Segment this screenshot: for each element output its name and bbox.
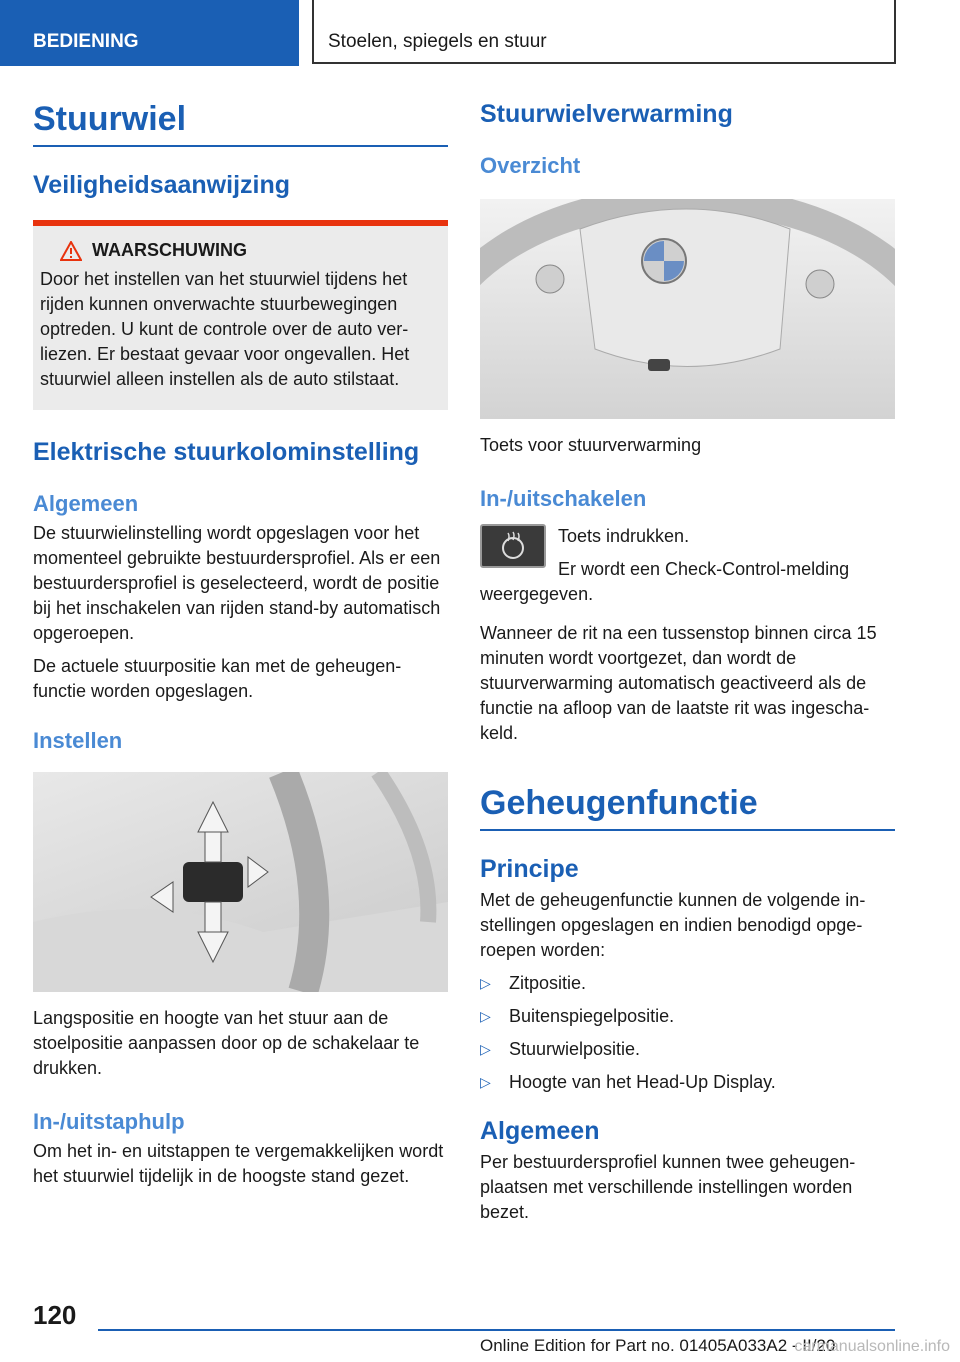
footer-divider [98, 1329, 895, 1331]
section-tab: BEDIENING [0, 0, 299, 66]
paragraph-general-1: De stuurwielinstelling wordt opgeslagen voor het momenteel gebruikte bestuurdersprofiel. Als er een bestuurdersprofiel is geselecteerd, wordt de positie bij het inschakelen van rijden stand-by automatisch opgeroepen. [33, 523, 441, 643]
paragraph-principle: Met de geheugenfunctie kunnen de volgende instellingen opgeslagen en indien benodigd opgeroepen worden: [480, 890, 866, 960]
paragraph-general-2: De actuele stuurpositie kan met de geheugenfunctie worden opgeslagen. [33, 656, 402, 701]
heading-general-memory: Algemeen [480, 1117, 600, 1145]
heading-on-off: In-/uitschakelen [480, 486, 647, 511]
warning-text: Door het instellen van het stuurwiel tijdens het rijden kunnen onverwachte stuurbewegingen optreden. U kunt de controle over de auto verliezen. Er bestaat gevaar voor ongevallen. Het stuurwiel alleen instellen als de auto stilstaat. [40, 269, 410, 389]
right-column [480, 100, 895, 1225]
warning-triangle-icon [60, 241, 82, 261]
list-item: ▷ Buitenspiegelpositie. [480, 1004, 895, 1029]
steering-wheel-image [480, 199, 895, 419]
watermark: carmanualsonline.info [794, 1338, 950, 1355]
list-marker-icon: ▷ [480, 1008, 491, 1024]
list-marker-icon: ▷ [480, 1041, 491, 1057]
chapter-title: Stoelen, spiegels en stuur [312, 0, 896, 64]
list-item: ▷ Zitpositie. [480, 971, 895, 996]
steering-wheel-illustration [480, 199, 895, 419]
warning-header [60, 240, 441, 261]
heading-entry-aid: In-/uitstaphulp [33, 1109, 185, 1134]
list-item: ▷ Stuurwielpositie. [480, 1037, 895, 1062]
footer-edition: Online Edition for Part no. 01405A033A2 - II/20 [480, 1336, 836, 1355]
heading-safety: Veiligheidsaanwijzing [33, 171, 291, 199]
caption-adjust: Langspositie en hoogte van het stuur aan de stoelpositie aanpassen door op de schakelaar te drukken. [33, 1008, 420, 1078]
heating-button-icon [480, 524, 546, 568]
heading-steering-wheel: Stuurwiel [33, 100, 448, 147]
heading-principle: Principe [480, 855, 579, 883]
list-item: ▷ Hoogte van het Head-Up Display. [480, 1070, 895, 1095]
page-number: 120 [33, 1300, 77, 1330]
paragraph-press-button: Toets indrukken. [558, 526, 690, 546]
page-header [0, 0, 960, 66]
steering-adjust-image [33, 772, 448, 992]
paragraph-general-memory: Per bestuurdersprofiel kunnen twee geheugenplaatsen met verschillende instellingen worden bezet. [480, 1152, 856, 1222]
paragraph-auto-activation: Wanneer de rit na een tussenstop binnen circa 15 minuten wordt voortgezet, dan wordt de stuurverwarming automatisch geactiveerd als de functie na afloop van de laatste rit was ingeschakeld. [480, 623, 877, 743]
heading-adjust: Instellen [33, 728, 123, 753]
caption-overview: Toets voor stuurverwarming [480, 435, 702, 455]
heading-overview: Overzicht [480, 153, 581, 178]
on-off-block [480, 524, 895, 607]
heading-memory-function: Geheugenfunctie [480, 784, 895, 831]
paragraph-entry-aid: Om het in- en uitstappen te vergemakkelijken wordt het stuurwiel tijdelijk in de hoogste stand gezet. [33, 1141, 444, 1186]
heading-electric-column: Elektrische stuurkolominstelling [33, 438, 420, 466]
heading-wheel-heating: Stuurwielverwarming [480, 100, 733, 128]
warning-box [33, 220, 448, 410]
warning-label: WAARSCHUWING [92, 240, 247, 260]
heading-general: Algemeen [33, 491, 139, 516]
memory-list [480, 971, 895, 1095]
list-marker-icon: ▷ [480, 975, 491, 991]
paragraph-check-control: Er wordt een Check-Control-melding weergegeven. [480, 559, 850, 604]
list-marker-icon: ▷ [480, 1074, 491, 1090]
adjust-switch-illustration [33, 772, 448, 992]
left-column [33, 100, 448, 1189]
